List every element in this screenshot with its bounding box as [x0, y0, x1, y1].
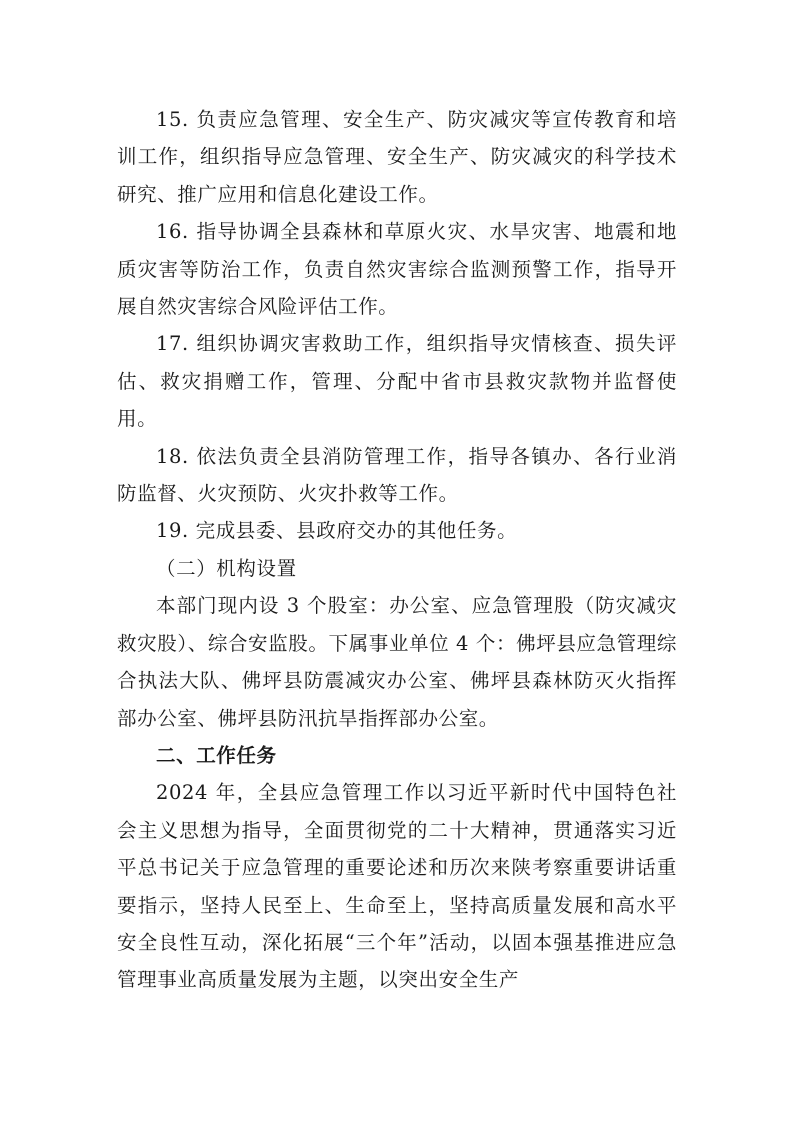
section-heading-work-tasks: 二、工作任务 [156, 743, 277, 767]
work-tasks-paragraph: 2024 年，全县应急管理工作以习近平新时代中国特色社会主义思想为指导，全面贯彻党的二十大精神，贯通落实习近平总书记关于应急管理的重要论述和历次来陕考察重要讲话重要指示，坚持人民至上、生命至上，坚持高质量发展和高水平安全良性互动，深化拓展“三个年”活动，以固本强基推进应急管理事业高质量发展为主题，以突出安全生产 [117, 781, 677, 992]
org-setup-paragraph: 本部门现内设 3 个股室：办公室、应急管理股（防灾减灾救灾股）、综合安监股。下属事业单位 4 个：佛坪县应急管理综合执法大队、佛坪县防震减灾办公室、佛坪县森林防灭火指挥部办公室、佛坪县防汛抗旱指挥部办公室。 [117, 594, 677, 730]
duty-item-16: 16. 指导协调全县森林和草原火灾、水旱灾害、地震和地质灾害等防治工作，负责自然灾害综合监测预警工作，指导开展自然灾害综合风险评估工作。 [117, 220, 677, 319]
duty-item-17: 17. 组织协调灾害救助工作，组织指导灾情核查、损失评估、救灾捐赠工作，管理、分配中省市县救灾款物并监督使用。 [117, 332, 677, 431]
document-body [117, 101, 677, 999]
duty-item-19: 19. 完成县委、县政府交办的其他任务。 [156, 519, 518, 543]
duty-item-15: 15. 负责应急管理、安全生产、防灾减灾等宣传教育和培训工作，组织指导应急管理、安全生产、防灾减灾的科学技术研究、推广应用和信息化建设工作。 [117, 108, 677, 206]
section-heading-org-setup: （二）机构设置 [156, 556, 297, 580]
duty-item-18: 18. 依法负责全县消防管理工作，指导各镇办、各行业消防监督、火灾预防、火灾扑救等工作。 [117, 444, 677, 506]
